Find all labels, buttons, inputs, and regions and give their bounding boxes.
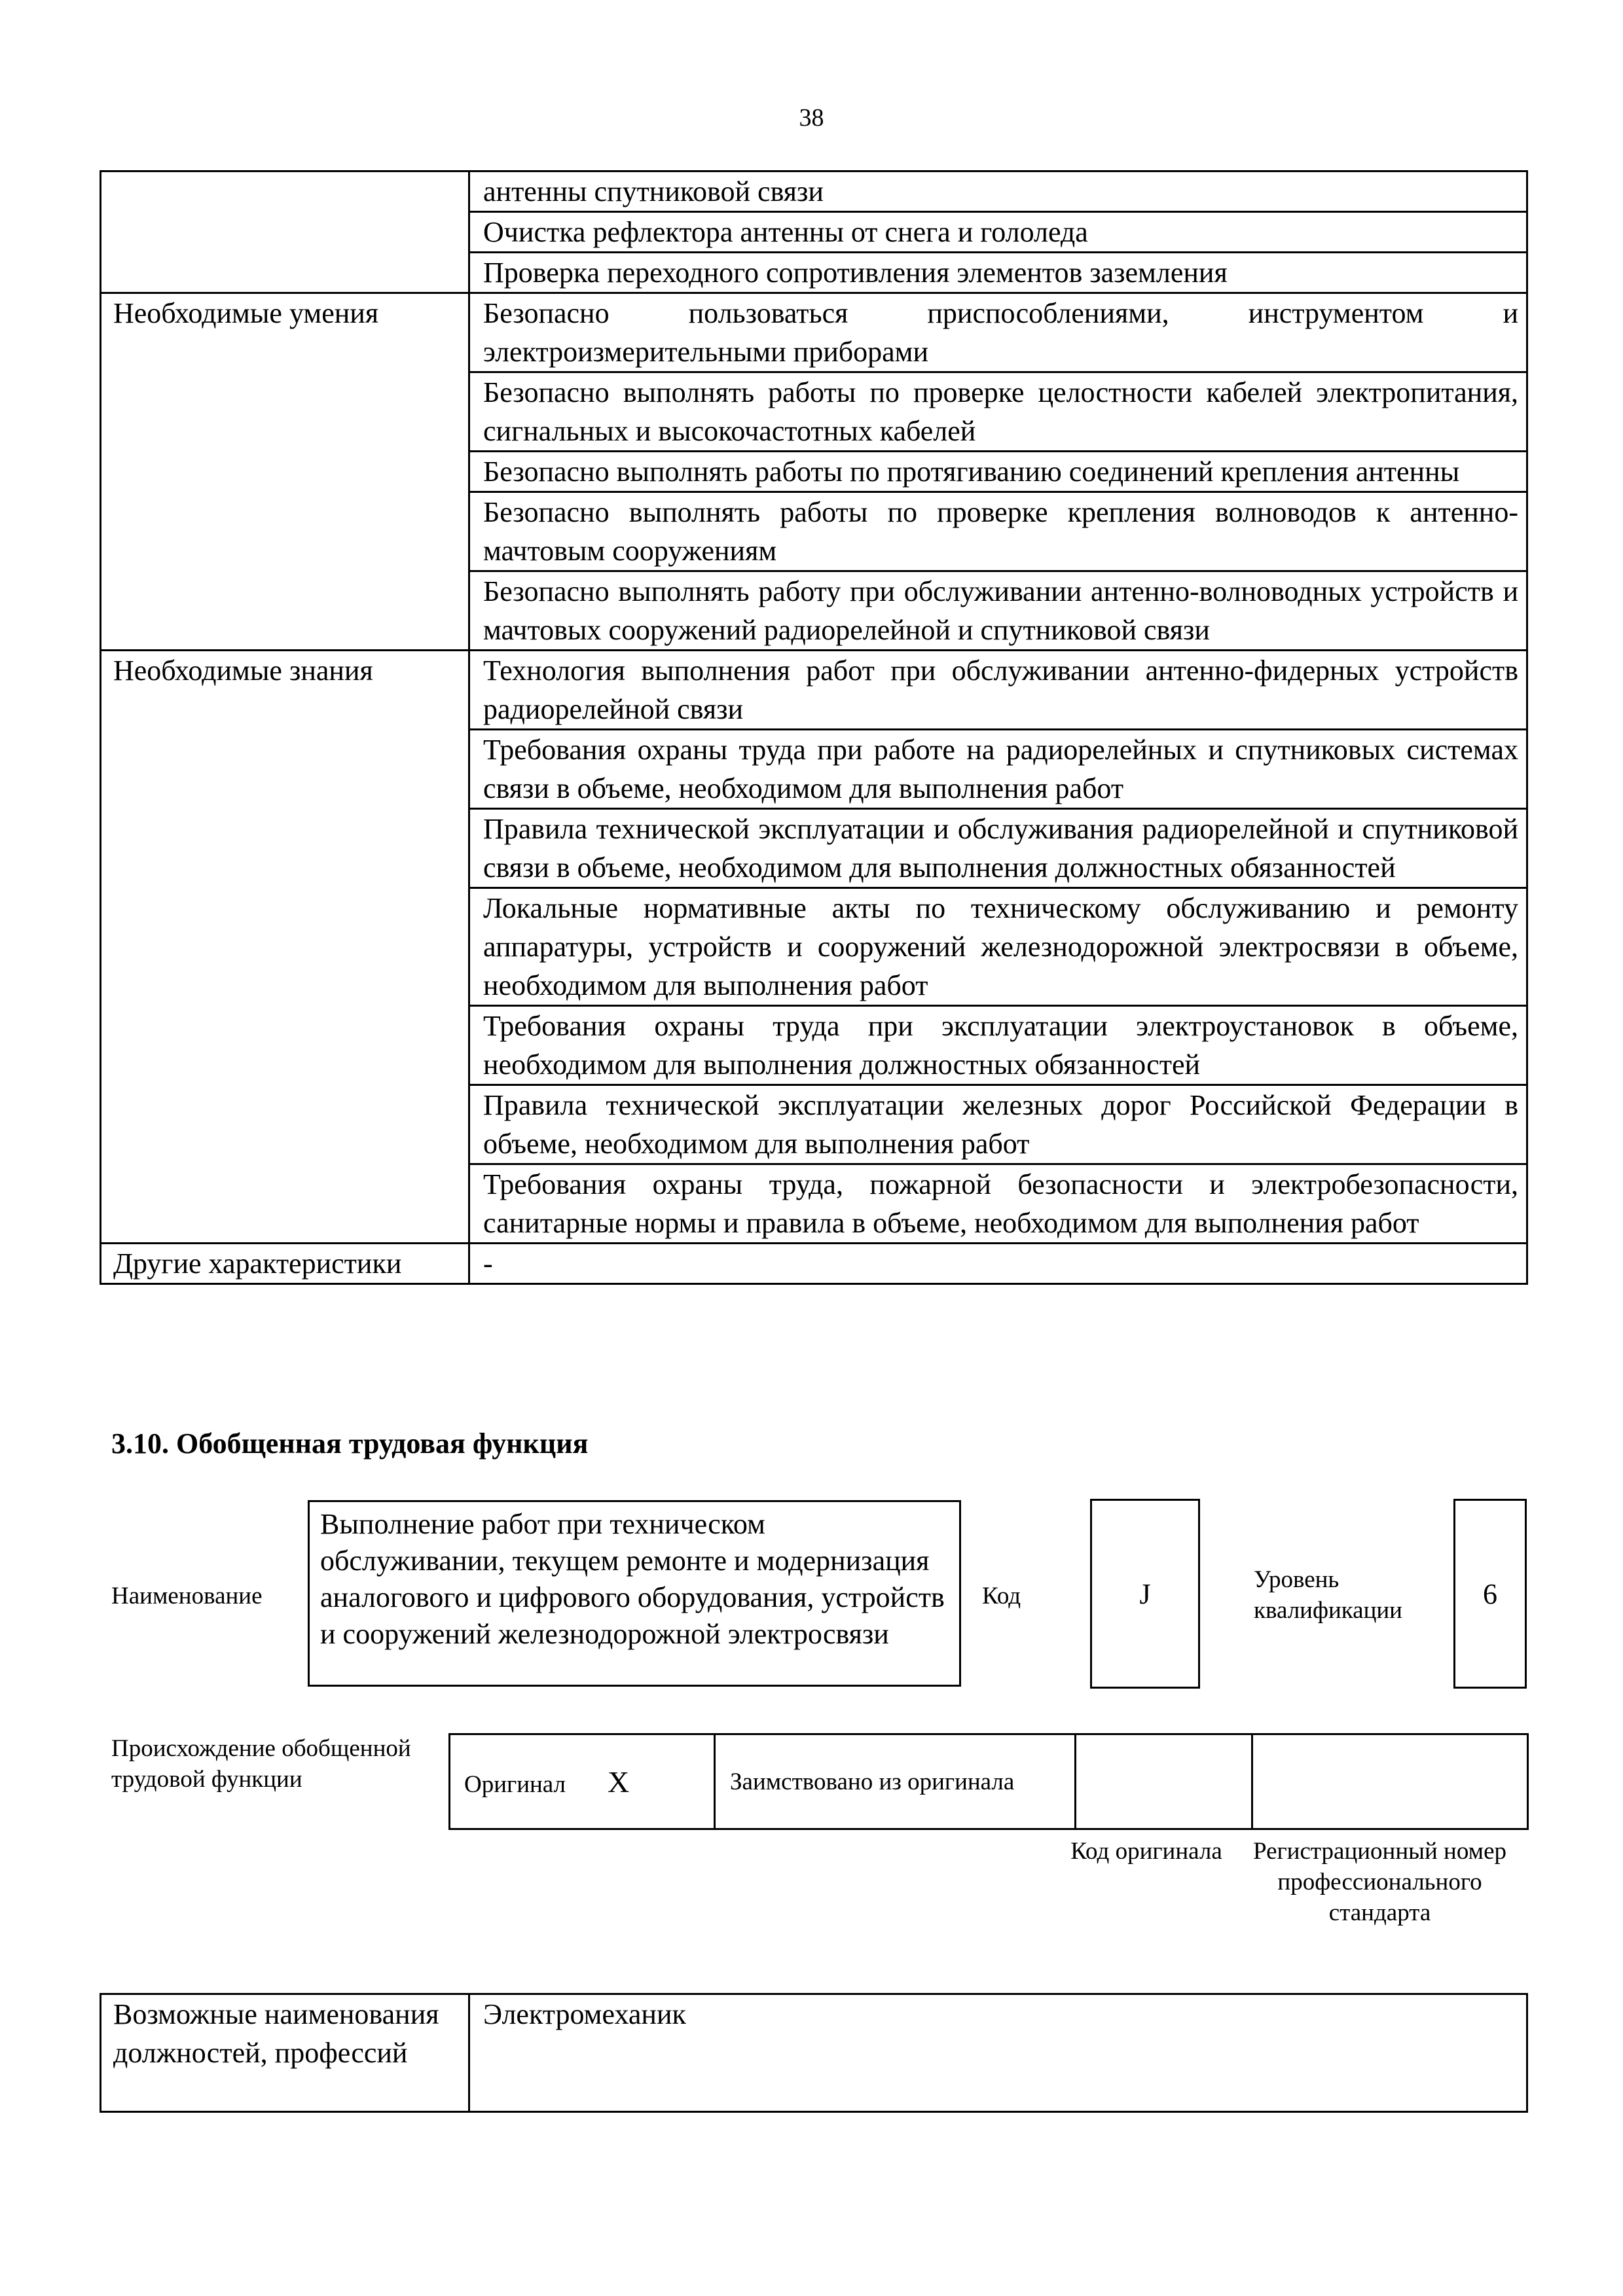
skill-item: Безопасно выполнять работы по проверке целостности кабелей электропитания, сигнальных и высокочастотных кабелей xyxy=(469,372,1527,452)
skill-item: Безопасно выполнять работу при обслуживании антенно-волноводных устройств и мачтовых сооружений радиорелейной и спутниковой связи xyxy=(469,571,1527,651)
positions-value: Электромеханик xyxy=(469,1994,1527,2112)
table-row xyxy=(101,171,1527,212)
other-characteristics-label: Другие характеристики xyxy=(101,1244,469,1284)
positions-table xyxy=(100,1993,1528,2113)
original-label: Оригинал xyxy=(464,1770,566,1798)
borrowed-label: Заимствовано из оригинала xyxy=(715,1734,1076,1829)
function-name-box: Выполнение работ при техническом обслуживании, текущем ремонте и модернизация аналогового и цифрового оборудования, устройств и сооружений железнодорожной электросвязи xyxy=(308,1500,961,1687)
code-original-label: Код оригинала xyxy=(1070,1838,1222,1865)
code-box xyxy=(1090,1499,1200,1689)
origin-table xyxy=(448,1733,1529,1830)
empty-label-cell xyxy=(101,171,469,212)
knowledge-label: Необходимые знания xyxy=(101,651,469,1244)
knowledge-item: Требования охраны труда при работе на радиорелейных и спутниковых системах связи в объеме, необходимом для выполнения работ xyxy=(469,730,1527,809)
original-cell xyxy=(450,1734,715,1829)
table-row xyxy=(450,1734,1528,1829)
qualification-level-value: 6 xyxy=(1483,1577,1497,1610)
section-title: 3.10. Обобщенная трудовая функция xyxy=(111,1427,589,1460)
reg-number-cell xyxy=(1252,1734,1528,1829)
skill-item: Безопасно выполнять работы по протягиванию соединений крепления антенны xyxy=(469,452,1527,492)
table-row xyxy=(101,651,1527,730)
code-label: Код xyxy=(982,1583,1021,1609)
reg-number-label: Регистрационный номер профессионального стандарта xyxy=(1252,1838,1506,1926)
knowledge-item: Локальные нормативные акты по техническому обслуживанию и ремонту аппаратуры, устройств и сооружений железнодорожной электросвязи в объеме, необходимом для выполнения работ xyxy=(469,888,1527,1006)
table-row xyxy=(101,1244,1527,1284)
origin-label: Происхождение обобщенной трудовой функции xyxy=(111,1735,411,1793)
skill-item: Безопасно выполнять работы по проверке крепления волноводов к антенно-мачтовым сооружениям xyxy=(469,492,1527,571)
characteristics-table xyxy=(100,170,1528,1285)
empty-label-cell xyxy=(101,253,469,293)
level-box xyxy=(1453,1499,1527,1689)
table-row xyxy=(101,212,1527,253)
page-number: 38 xyxy=(799,104,824,132)
original-mark: X xyxy=(608,1765,630,1799)
table-row xyxy=(101,253,1527,293)
table-row xyxy=(101,1994,1527,2112)
knowledge-item: Требования охраны труда, пожарной безопасности и электробезопасности, санитарные нормы и правила в объеме, необходимом для выполнения работ xyxy=(469,1164,1527,1244)
other-characteristics-value: - xyxy=(469,1244,1527,1284)
qualification-level-label: Уровень квалификации xyxy=(1254,1566,1402,1624)
knowledge-item: Требования охраны труда при эксплуатации электроустановок в объеме, необходимом для выполнения должностных обязанностей xyxy=(469,1006,1527,1085)
continued-item: Проверка переходного сопротивления элементов заземления xyxy=(469,253,1527,293)
continued-item: антенны спутниковой связи xyxy=(469,171,1527,212)
table-row xyxy=(101,293,1527,372)
code-original-cell xyxy=(1076,1734,1252,1829)
code-value: J xyxy=(1139,1577,1151,1610)
skills-label: Необходимые умения xyxy=(101,293,469,651)
continued-item: Очистка рефлектора антенны от снега и гололеда xyxy=(469,212,1527,253)
positions-label: Возможные наименования должностей, профессий xyxy=(101,1994,469,2112)
skill-item: Безопасно пользоваться приспособлениями, инструментом и электроизмерительными приборами xyxy=(469,293,1527,372)
knowledge-item: Технология выполнения работ при обслуживании антенно-фидерных устройств радиорелейной связи xyxy=(469,651,1527,730)
empty-label-cell xyxy=(101,212,469,253)
knowledge-item: Правила технической эксплуатации и обслуживания радиорелейной и спутниковой связи в объеме, необходимом для выполнения должностных обязанностей xyxy=(469,809,1527,888)
knowledge-item: Правила технической эксплуатации железных дорог Российской Федерации в объеме, необходимом для выполнения работ xyxy=(469,1085,1527,1164)
name-label: Наименование xyxy=(111,1583,263,1609)
